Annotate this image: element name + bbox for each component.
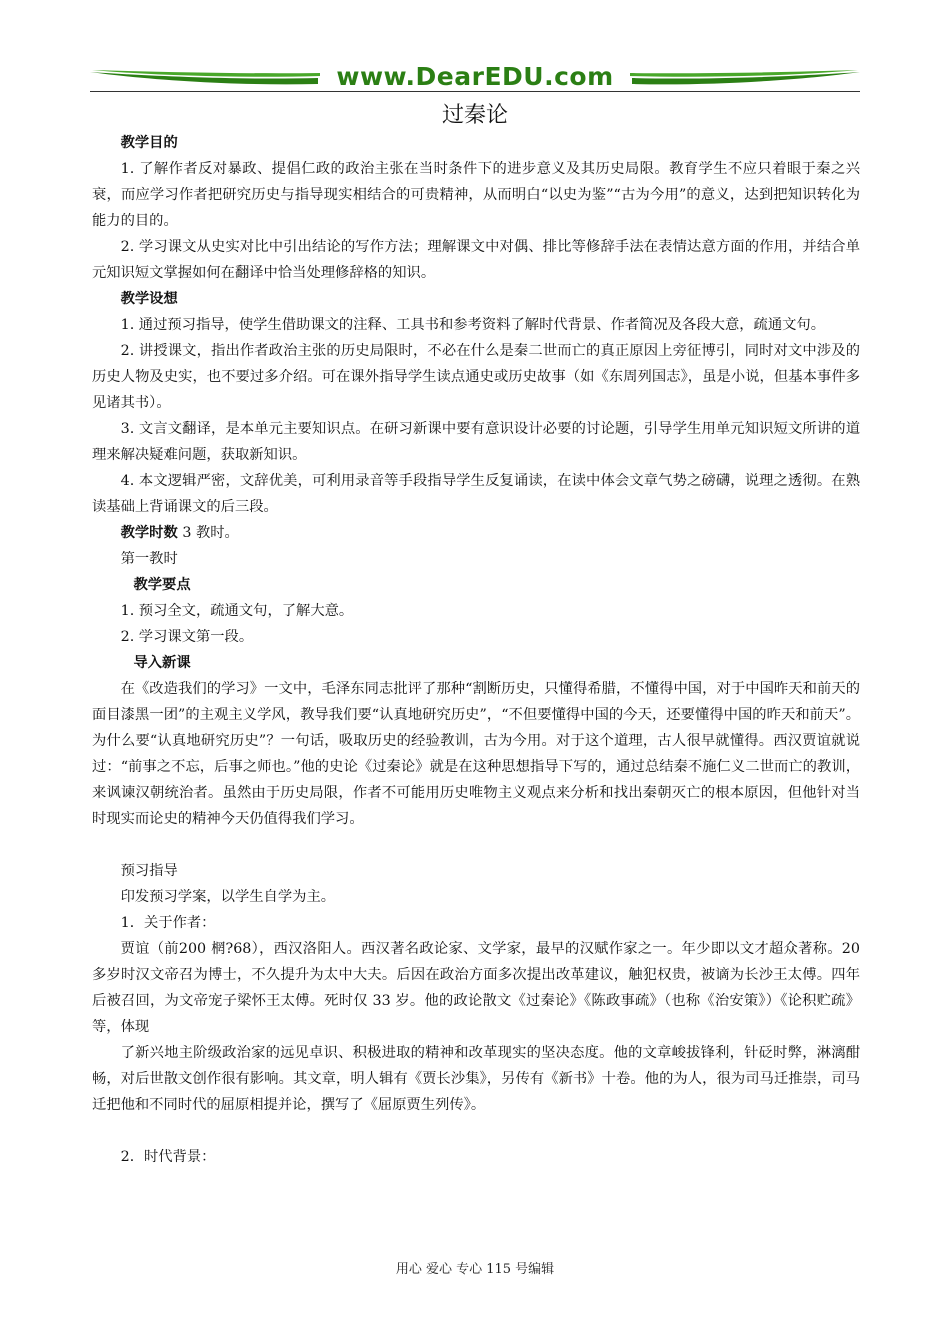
preview-paragraph: 印发预习学案，以学生自学为主。 (120, 889, 336, 905)
site-logo-text: www.DearEDU.com (336, 62, 614, 91)
background-heading: 2．时代背景： (120, 1149, 216, 1165)
author-paragraph-2: 了新兴地主阶级政治家的远见卓识、积极进取的精神和改革现实的坚决态度。他的文章峻拔锋利，针砭时弊，淋漓酣畅，对后世散文创作很有影响。其文章，明人辑有《贾长沙集》，另传有《新书》十卷。他的为人，很为司马迁推崇，司马迁把他和不同时代的屈原相提并论，撰写了《屈原贾生列传》。 (92, 1045, 860, 1113)
spacer (92, 832, 860, 858)
author-heading: 1．关于作者： (120, 915, 216, 931)
hours-label: 教学时数 (120, 525, 178, 541)
intro-paragraph: 在《改造我们的学习》一文中，毛泽东同志批评了那种“割断历史，只懂得希腊，不懂得中国，对于中国昨天和前天的面目漆黑一团”的主观主义学风，教导我们要“认真地研究历史”，“不但要懂得中国的今天，还要懂得中国的昨天和前天”。为什么要“认真地研究历史”？一句话，吸取历史的经验教训，古为今用。对于这个道理，古人很早就懂得。西汉贾谊就说过：“前事之不忘，后事之师也。”他的史论《过秦论》就是在这种思想指导下写的，通过总结秦不施仁义二世而亡的教训，来讽谏汉朝统治者。虽然由于历史局限，作者不可能用历史唯物主义观点来分析和找出秦朝灭亡的根本原因，但他针对当时现实而论史的精神今天仍值得我们学习。 (92, 681, 860, 827)
document-body (92, 130, 860, 1170)
author-paragraph-1: 贾谊（前200 棢?68），西汉洛阳人。西汉著名政论家、文学家，最早的汉赋作家之一。年少即以文才超众著称。20 多岁时汉文帝召为博士，不久提升为太中大夫。后因在政治方面多次提出改革建议，触犯权贵，被谪为长沙王太傅。四年后被召回，为文帝宠子梁怀王太傅。死时仅 33 岁。他的政论散文《过秦论》《陈政事疏》（也称《治安策》）《论积贮疏》等，体现 (92, 941, 860, 1035)
design-paragraph-3: 3. 文言文翻译，是本单元主要知识点。在研习新课中要有意识设计必要的讨论题，引导学生用单元知识短文所讲的道理来解决疑难问题，获取新知识。 (92, 421, 860, 463)
site-banner[interactable] (88, 58, 862, 98)
design-paragraph-2: 2. 讲授课文，指出作者政治主张的历史局限时，不必在什么是秦二世而亡的真正原因上旁征博引，同时对文中涉及的历史人物及史实，也不要过多介绍。可在课外指导学生读点通史或历史故事（如《东周列国志》，虽是小说，但基本事件多见诸其书）。 (92, 343, 860, 411)
section-heading-key-points: 教学要点 (133, 577, 191, 593)
key-point-1: 1. 预习全文，疏通文句，了解大意。 (120, 603, 354, 619)
goal-paragraph-1: 1. 了解作者反对暴政、提倡仁政的政治主张在当时条件下的进步意义及其历史局限。教育学生不应只着眼于秦之兴衰，而应学习作者把研究历史与指导现实相结合的可贵精神，从而明白“以史为鉴”“古为今用”的意义，达到把知识转化为能力的目的。 (92, 161, 860, 229)
section-heading-goal: 教学目的 (120, 135, 178, 151)
page-footer: 用心 爱心 专心 115 号编辑 (395, 1262, 555, 1277)
design-paragraph-4: 4. 本文逻辑严密，文辞优美，可利用录音等手段指导学生反复诵读，在读中体会文章气势之磅礴，说理之透彻。在熟读基础上背诵课文的后三段。 (92, 473, 860, 515)
spacer (92, 1118, 860, 1144)
page-title: 过秦论 (441, 103, 508, 128)
goal-paragraph-2: 2. 学习课文从史实对比中引出结论的写作方法；理解课文中对偶、排比等修辞手法在表情达意方面的作用，并结合单元知识短文掌握如何在翻译中恰当处理修辞格的知识。 (92, 239, 860, 281)
design-paragraph-1: 1. 通过预习指导，使学生借助课文的注释、工具书和参考资料了解时代背景、作者简况及各段大意，疏通文句。 (120, 317, 826, 333)
teaching-hours (92, 520, 860, 546)
header-divider (90, 91, 860, 92)
hours-value: 3 教时。 (177, 525, 239, 541)
section-heading-intro: 导入新课 (133, 655, 191, 671)
key-point-2: 2. 学习课文第一段。 (120, 629, 254, 645)
preview-heading: 预习指导 (120, 863, 178, 879)
section-heading-design: 教学设想 (120, 291, 178, 307)
lesson-one-label: 第一教时 (120, 551, 178, 567)
